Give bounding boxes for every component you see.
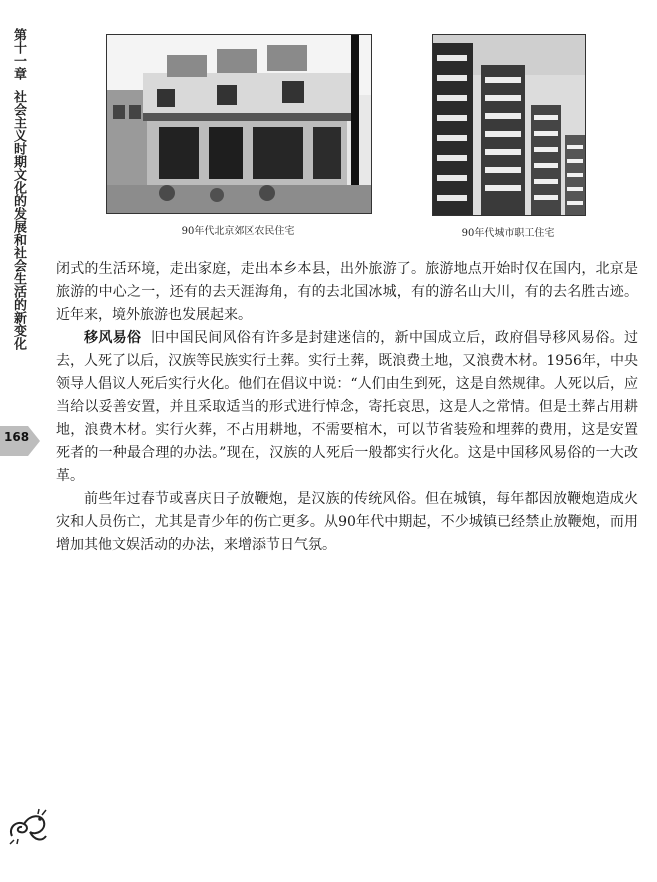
paragraph-customs-text: 旧中国民间风俗有许多是封建迷信的，新中国成立后，政府倡导移风易俗。过去，人死了以后，汉族等民族实行土葬。实行土葬，既浪费土地，又浪费木材。1956年，中央领导人倡议人死后实行火化。他们在倡议中说：“人们由生到死，这是自然规律。人死以后，应当给以妥善安置，并且采取适当的形式进行悼念，寄托哀思，这是人之常情。但是土葬占用耕地，浪费木材。实行火葬，不占用耕地，不需要棺木，可以节省装殓和埋葬的费用，这是安置死者的一种最合理的办法。”现在，汉族的人死后一般都实行火化。这是中国移风易俗的一大改革。 [56, 330, 638, 484]
figure-caption-rural-house: 90年代北京郊区农民住宅 [181, 226, 295, 237]
body-text [56, 258, 638, 557]
dragon-ornament-icon [6, 806, 50, 850]
section-term: 移风易俗 [84, 330, 142, 346]
paragraph-tourism: 闭式的生活环境，走出家庭，走出本乡本县，出外旅游了。旅游地点开始时仅在国内，北京是旅游的中心之一，还有的去天涯海角，有的去北国冰城，有的游名山大川，有的去名胜古迹。近年来，境外旅游也发展起来。 [56, 261, 638, 323]
rural-house-photo [106, 34, 372, 214]
paragraph-firecrackers: 前些年过春节或喜庆日子放鞭炮，是汉族的传统风俗。但在城镇，每年都因放鞭炮造成火灾和人员伤亡，尤其是青少年的伤亡更多。从90年代中期起，不少城镇已经禁止放鞭炮，而用增加其他文娱活动的办法，来增添节日气氛。 [56, 491, 638, 553]
page-number: 168 [4, 430, 30, 444]
chapter-label: 第十一章 [11, 28, 26, 80]
chapter-side-title [6, 28, 26, 350]
chapter-title: 社会主义时期文化的发展和社会生活的新变化 [11, 90, 26, 350]
paragraph-customs [56, 327, 638, 488]
apartment-building-photo [432, 34, 586, 216]
figure-caption-apartment: 90年代城市职工住宅 [461, 228, 555, 239]
